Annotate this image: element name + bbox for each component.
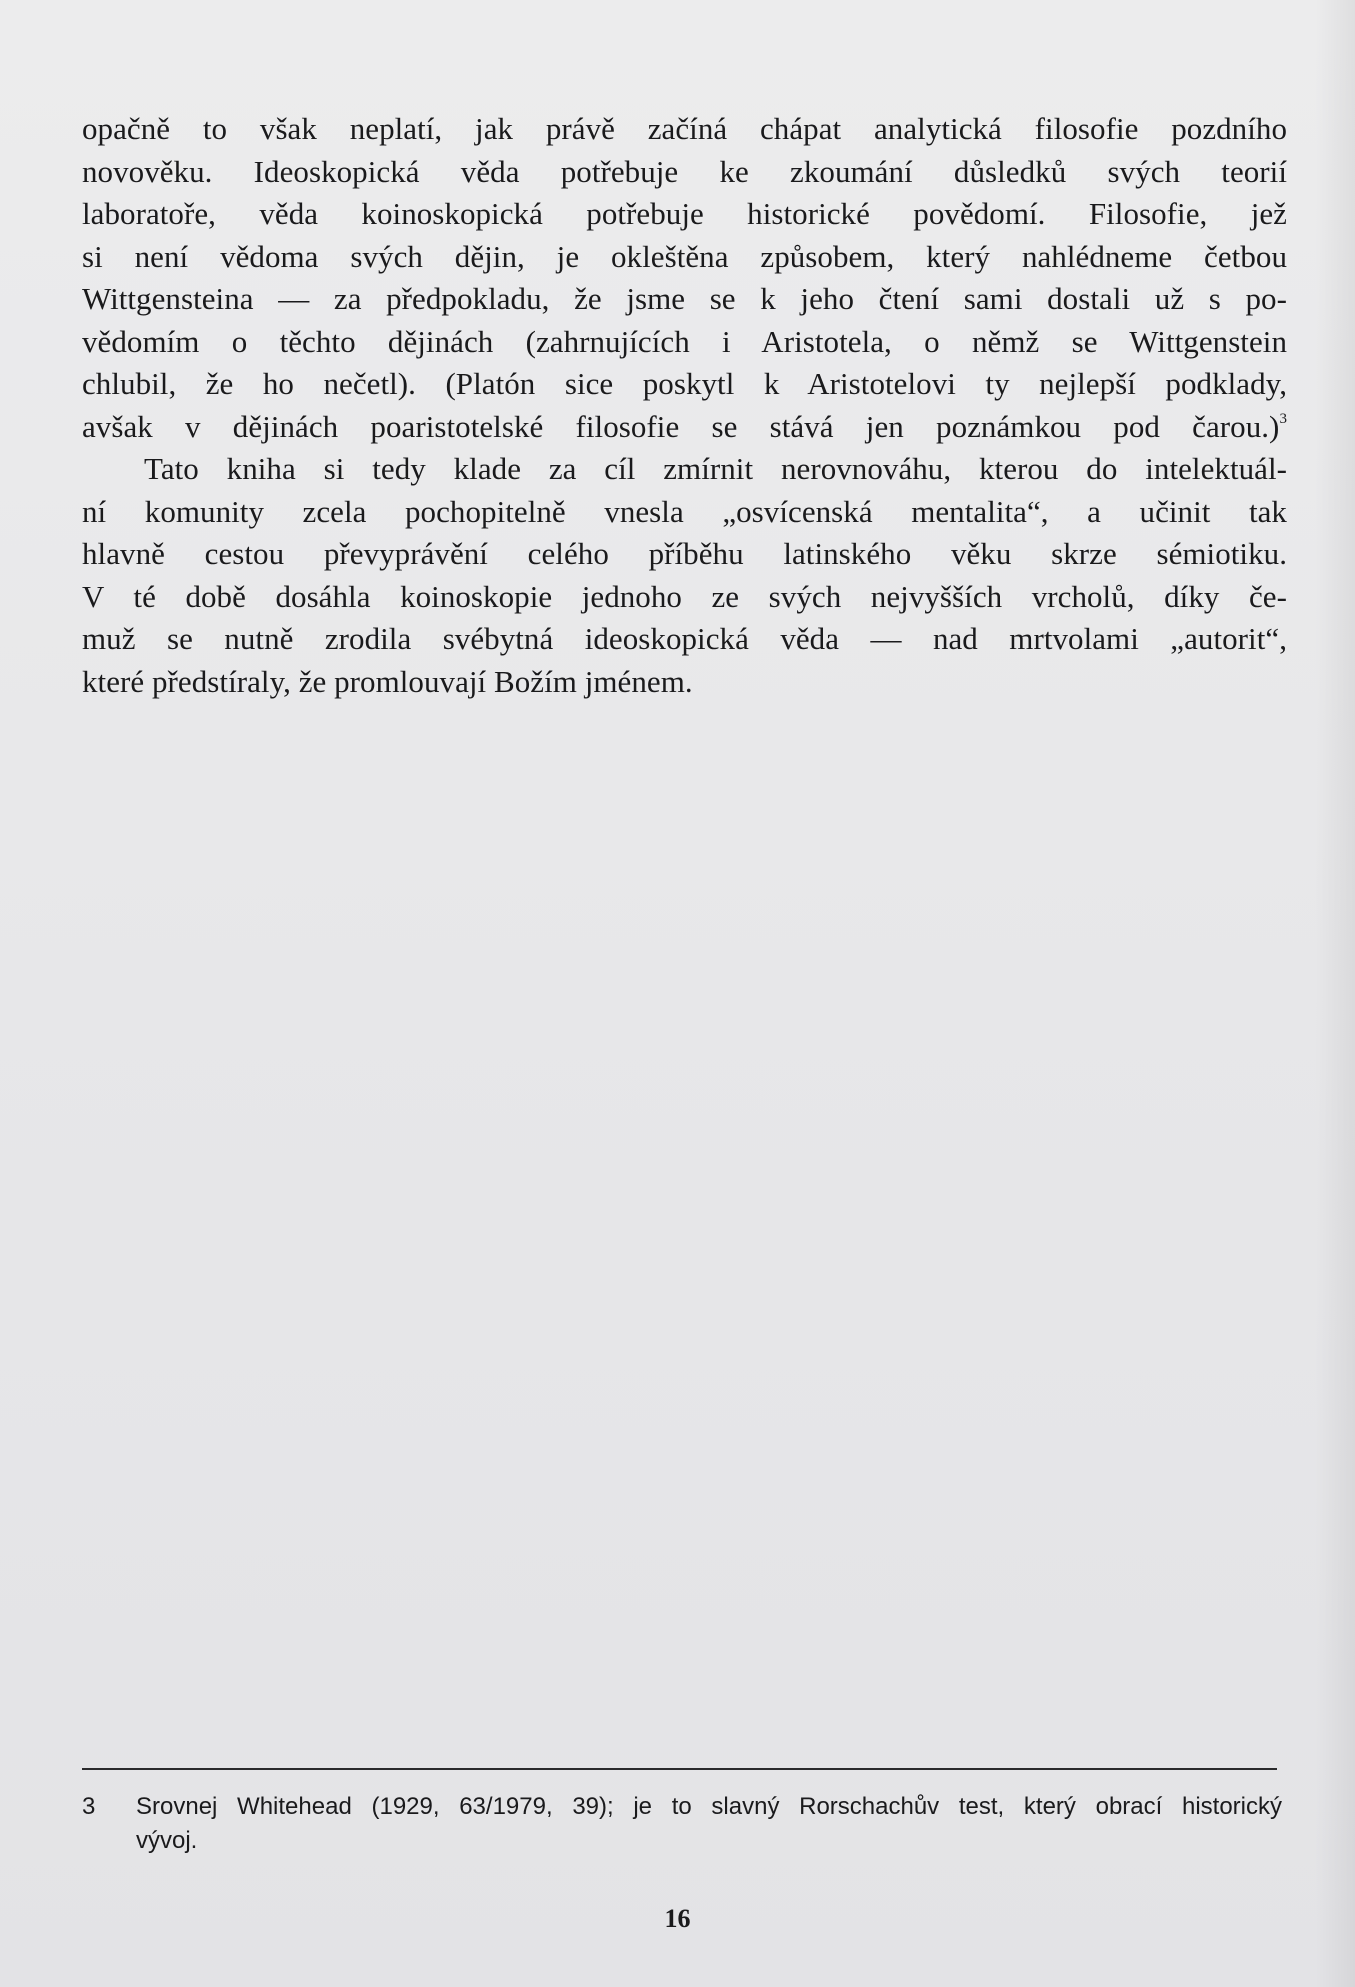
footnote-number: 3	[82, 1793, 96, 1820]
text-line: novověku. Ideoskopická věda potřebuje ke zkoumání důsledků svých teorií	[82, 153, 1287, 189]
text-line: hlavně cestou převyprávění celého příběhu latinského věku skrze sémiotiku.	[82, 536, 1287, 571]
text-line: vědomím o těchto dějinách (zahrnujících i Aristotela, o němž se Wittgenstein	[82, 323, 1287, 359]
footnote-line: vývoj.	[136, 1827, 198, 1854]
main-text	[82, 108, 1287, 703]
text-line: V té době dosáhla koinoskopie jednoho ze svých nejvyšších vrcholů, díky če-	[82, 578, 1287, 614]
text-line: si není vědoma svých dějin, je okleštěna způsobem, který nahlédneme četbou	[82, 238, 1287, 274]
footnote-reference[interactable]: 3	[1279, 410, 1287, 427]
text-line: opačně to však neplatí, jak právě začíná chápat analytická filosofie pozdního	[82, 111, 1287, 146]
footnote-divider	[82, 1768, 1277, 1770]
text-line: muž se nutně zrodila svébytná ideoskopická věda — nad mrtvolami „autorit“,	[82, 621, 1287, 656]
text-line: chlubil, že ho nečetl). (Platón sice poskytl k Aristotelovi ty nejlepší podklady,	[82, 366, 1287, 401]
text-line: laboratoře, věda koinoskopická potřebuje historické povědomí. Filosofie, jež	[82, 196, 1287, 231]
footnote-line: Srovnej Whitehead (1929, 63/1979, 39); je to slavný Rorschachův test, který obrací historický	[136, 1793, 1282, 1820]
page-number: 16	[664, 1904, 691, 1933]
paragraph-last-line: které předstíraly, že promlouvají Božím jménem.	[82, 663, 693, 699]
paragraph-first-line: Tato kniha si tedy klade za cíl zmírnit nerovnováhu, kterou do intelektuál-	[144, 451, 1287, 486]
page-edge-shadow	[1315, 0, 1355, 1987]
text-line-with-footnote	[82, 406, 1287, 449]
text-line: avšak v dějinách poaristotelské filosofie se stává jen poznámkou pod čarou.)	[82, 408, 1280, 444]
footnote-text	[136, 1790, 1282, 1858]
text-line: Wittgensteina — za předpokladu, že jsme se k jeho čtení sami dostali už s po-	[82, 281, 1287, 316]
text-line: ní komunity zcela pochopitelně vnesla „osvícenská mentalita“, a učinit tak	[82, 493, 1287, 529]
